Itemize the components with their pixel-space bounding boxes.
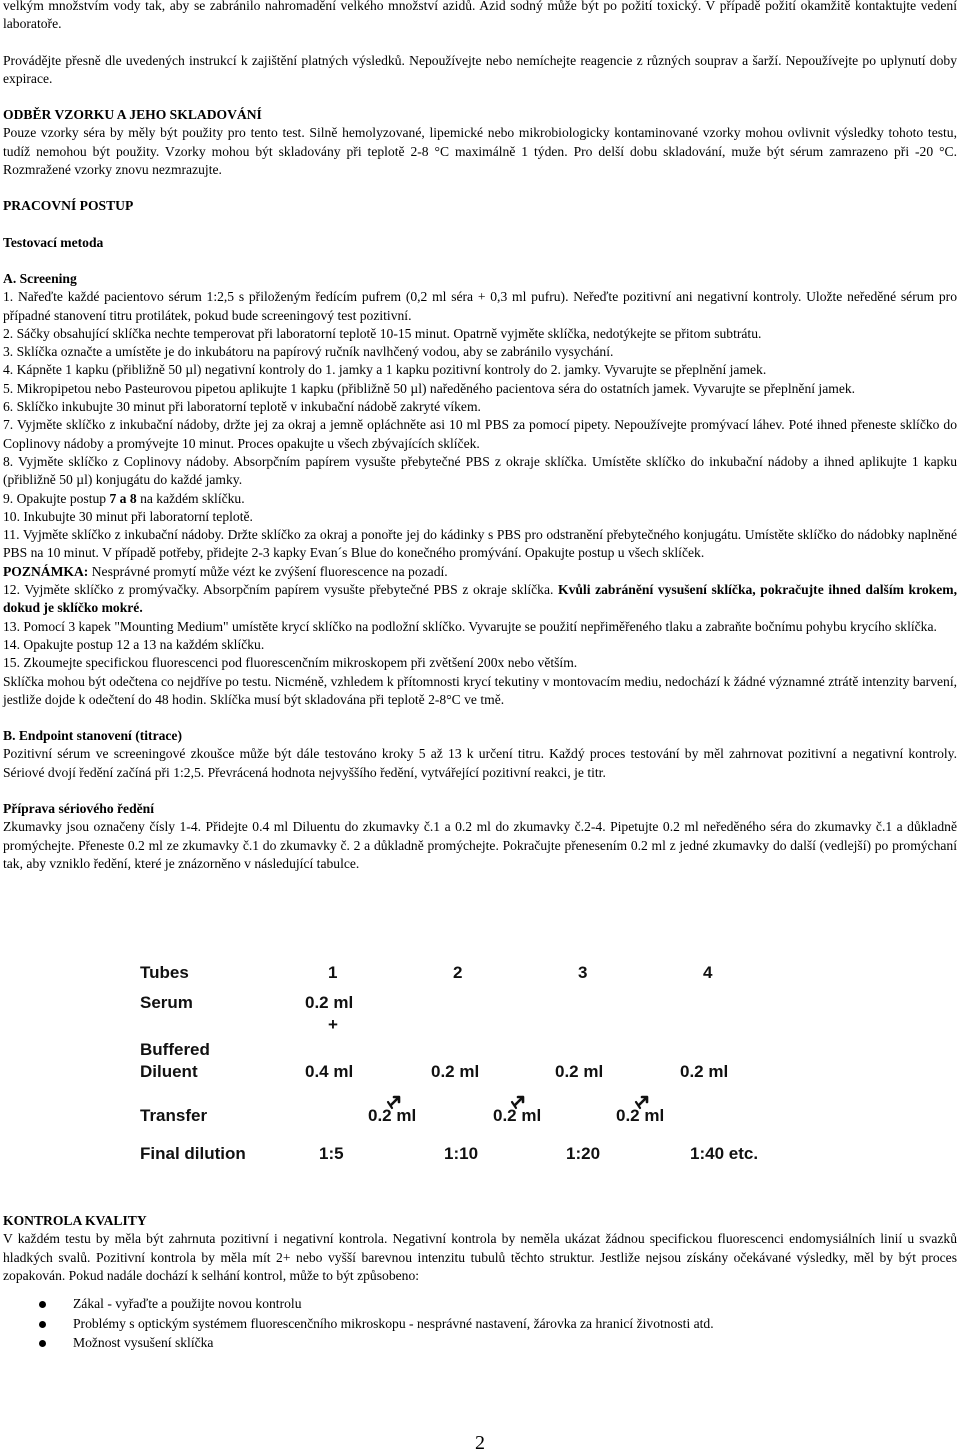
step-4: 4. Kápněte 1 kapku (přibližně 50 µl) negativní kontroly do 1. jamky a 1 kapku pozitivní kontroly do 2. jamky. Vyvarujte se přeplnění jamek. [3, 362, 767, 378]
endpoint-paragraph: Pozitivní sérum ve screeningové zkoušce může být dále testováno kroky 5 až 13 k určení titru. Každý proces testování by měl zahrnovat pozitivní a negativní kontroly. Sériové dvojí ředění začíná při 1:2,5. Převrácená hodnota nejvyššího ředění, vytvářející pozitivní reakci, je titr. [3, 746, 957, 780]
diluent-value-2: 0.2 ml [431, 1062, 480, 1081]
transfer-value-1: 0.2 ml [368, 1106, 417, 1125]
intro-paragraph-1: velkým množstvím vody tak, aby se zabránilo nahromadění velkého množství azidů. Azid sodný může být po požití toxický. V případě požití okamžitě kontaktujte vedení laboratoře. [3, 0, 957, 32]
step-11: 11. Vyjměte sklíčko z inkubační nádoby. Držte sklíčko za okraj a ponořte jej do kádinky s PBS pro odstranění přebytečného konjugátu. Umístěte sklíčko do nádobky naplněné PBS na 10 minut. V případě potřeby, přidejte 2-3 kapky Evan´s Blue do konečného promývání. Opakujte postup u všech sklíček. [3, 527, 957, 561]
step-9: 9. Opakujte postup 7 a 8 na každém sklíčku. [3, 490, 245, 506]
step-15: 15. Zkoumejte specifickou fluorescenci pod fluorescenčním mikroskopem při zvětšení 200x nebo větším. [3, 655, 578, 671]
list-item: Zákal - vyřaďte a použijte novou kontrolu [3, 1295, 957, 1315]
step-1: 1. Nařeďte každé pacientovo sérum 1:2,5 s přiloženým ředícím pufrem (0,2 ml séra + 0,3 ml pufru). Neřeďte pozitivní ani negativní kontroly. Uložte neředěné sérum pro případné stanovení titru protilátek, pokud bude screeningový test pozitivní. [3, 289, 957, 323]
odber-paragraph: Pouze vzorky séra by měly být použity pro tento test. Silně hemolyzované, lipemické nebo mikrobiologicky kontaminované vzorky mohou ovlivnit výsledky tohoto testu, tudíž nemohou být použity. Vzorky mohou být skladovány při teplotě 2-8 °C maximálně 1 týden. Pro delší dobu skladování, muže být sérum zamrazeno při -20 °C. Rozmražené vzorky znovu nezmrazujte. [3, 125, 957, 178]
step-14: 14. Opakujte postup 12 a 13 na každém sklíčku. [3, 636, 265, 652]
tube-1: 1 [328, 963, 338, 982]
dilution-table-figure [0, 958, 954, 1178]
list-item: Možnost vysušení sklíčka [3, 1334, 957, 1354]
section-heading-kontrola: KONTROLA KVALITY [3, 1213, 147, 1228]
final-value-1: 1:5 [319, 1144, 344, 1163]
serum-value: 0.2 ml [305, 993, 354, 1012]
final-value-4: 1:40 etc. [690, 1144, 759, 1163]
intro-paragraph-2: Provádějte přesně dle uvedených instrukcí k zajištění platných výsledků. Nepoužívejte nebo nemíchejte reagencie z různých souprav a šarží. Nepoužívejte po uplynutí doby expirace. [3, 52, 957, 86]
dilution-table [0, 958, 954, 1178]
diluent-value-3: 0.2 ml [555, 1062, 604, 1081]
row-label-final: Final dilution [140, 1144, 246, 1163]
step-7: 7. Vyjměte sklíčko z inkubační nádoby, držte jej za okraj a jemně opláchněte asi 10 ml PBS za pomocí pipety. Nepoužívejte promývací láhev. Poté ihned přeneste sklíčko do Coplinovy nádoby a promývejte 10 minut. Proces opakujte u všech zbývajících sklíček. [3, 417, 957, 451]
final-value-2: 1:10 [444, 1144, 479, 1163]
priprava-title: Příprava sériového ředění [3, 800, 155, 816]
row-label-diluent: Diluent [140, 1062, 198, 1081]
section-heading-postup: PRACOVNÍ POSTUP [3, 198, 134, 214]
final-value-3: 1:20 [566, 1144, 601, 1163]
bullet-icon [39, 1340, 46, 1347]
tube-4: 4 [703, 963, 713, 982]
document-page [3, 0, 957, 873]
kontrola-bullet-list [3, 1295, 957, 1354]
step-6: 6. Sklíčko inkubujte 30 minut při laboratorní teplotě v inkubační nádobě zakryté víkem. [3, 399, 481, 415]
step-10: 10. Inkubujte 30 minut při laboratorní teplotě. [3, 508, 253, 524]
diluent-value-4: 0.2 ml [680, 1062, 729, 1081]
kontrola-paragraph: V každém testu by měla být zahrnuta pozitivní i negativní kontrola. Negativní kontrola by neměla ukázat žádnou specifickou fluorescenci endomysiálních linií u svazků hladkých svalů. Pozitivní kontrola by měla mít 2+ nebo vyšší barevnou intenzitu tubulů těchto struktur. Jestliže nejsou získány očekávané výsledky, měl by být proces zopakován. Pokud nadále dochází k selhání kontrol, může to být způsobeno: [3, 1231, 957, 1283]
tube-3: 3 [578, 963, 588, 982]
step-3: 3. Sklíčka označte a umístěte je do inkubátoru na papírový ručník navlhčený vodou, aby se zabránilo vysychání. [3, 344, 614, 360]
list-item: Problémy s optickým systémem fluorescenčního mikroskopu - nesprávné nastavení, žárovka za hranicí životnosti atd. [3, 1315, 957, 1335]
transfer-value-2: 0.2 ml [493, 1106, 542, 1125]
row-label-buffered: Buffered [140, 1040, 210, 1059]
step-2: 2. Sáčky obsahující sklíčka nechte temperovat při laboratorní teplotě 10-15 minut. Opatrně vyjměte sklíčka, nedotýkejte se přitom subtrátu. [3, 325, 762, 341]
kontrola-section [3, 1212, 957, 1354]
priprava-paragraph: Zkumavky jsou označeny čísly 1-4. Přidejte 0.4 ml Diluentu do zkumavky č.1 a 0.2 ml do zkumavky č.2-4. Pipetujte 0.2 ml neředěného séra do zkumavky č.1 a důkladně promýchejte. Přeneste 0.2 ml ze zkumavky č.1 do zkumavky č. 2 a důkladně promýchejte. Pokračujte přenesením 0.2 ml z jedné zkumavky do další (vedlejší) po promýchaní tak, aby vzniklo ředění, které je znázorněno v následující tabulce. [3, 819, 957, 871]
diluent-value-1: 0.4 ml [305, 1062, 354, 1081]
step-8: 8. Vyjměte sklíčko z Coplinovy nádoby. Absorpčním papírem vysušte přebytečné PBS z okraje sklíčka. Umístěte sklíčko do inkubační nádoby a ihned aplikujte 1 kapku (přibližně 50 µl) konjugátu do každé jamky. [3, 453, 957, 488]
closing-paragraph: Sklíčka mohou být odečtena co nejdříve po testu. Nicméně, vzhledem k přítomnosti krycí tekutiny v montovacím mediu, nedochází k žádné významné ztrátě intenzity barvení, jestliže dojde k odečtení do 48 hodin. Sklíčka musí být skladována při teplotě 2-8°C ve tmě. [3, 673, 957, 707]
bullet-icon [39, 1321, 46, 1328]
page-number: 2 [475, 1432, 485, 1454]
plus-sign: + [328, 1015, 338, 1034]
section-heading-odber: ODBĚR VZORKU A JEHO SKLADOVÁNÍ [3, 107, 262, 123]
row-label-tubes: Tubes [140, 963, 189, 982]
note: POZNÁMKA: Nesprávné promytí může vézt ke zvýšení fluorescence na pozadí. [3, 563, 448, 579]
row-label-transfer: Transfer [140, 1106, 208, 1125]
subheading-testovaci-metoda: Testovací metoda [3, 234, 104, 250]
row-label-serum: Serum [140, 993, 193, 1012]
step-12: 12. Vyjměte sklíčko z promývačky. Absorpčním papírem vysušte přebytečné PBS z okraje sklíčka. Kvůli zabránění vysušení sklíčka, pokračujte ihned dalším krokem, dokud je sklíčko mokré. [3, 582, 957, 616]
endpoint-title: B. Endpoint stanovení (titrace) [3, 728, 182, 744]
step-13: 13. Pomocí 3 kapek "Mounting Medium" umístěte krycí sklíčko na podložní sklíčko. Vyvarujte se použití nepřiměřeného tlaku a zabraňte bočnímu pohybu krycího sklíčka. [3, 618, 937, 634]
bullet-icon [39, 1301, 46, 1308]
transfer-value-3: 0.2 ml [616, 1106, 665, 1125]
step-5: 5. Mikropipetou nebo Pasteurovou pipetou aplikujte 1 kapku (přibližně 50 µl) naředěného pacientova séra do ostatních jamek. Vyvarujte se přeplnění jamek. [3, 380, 856, 396]
screening-title: A. Screening [3, 270, 77, 286]
tube-2: 2 [453, 963, 463, 982]
